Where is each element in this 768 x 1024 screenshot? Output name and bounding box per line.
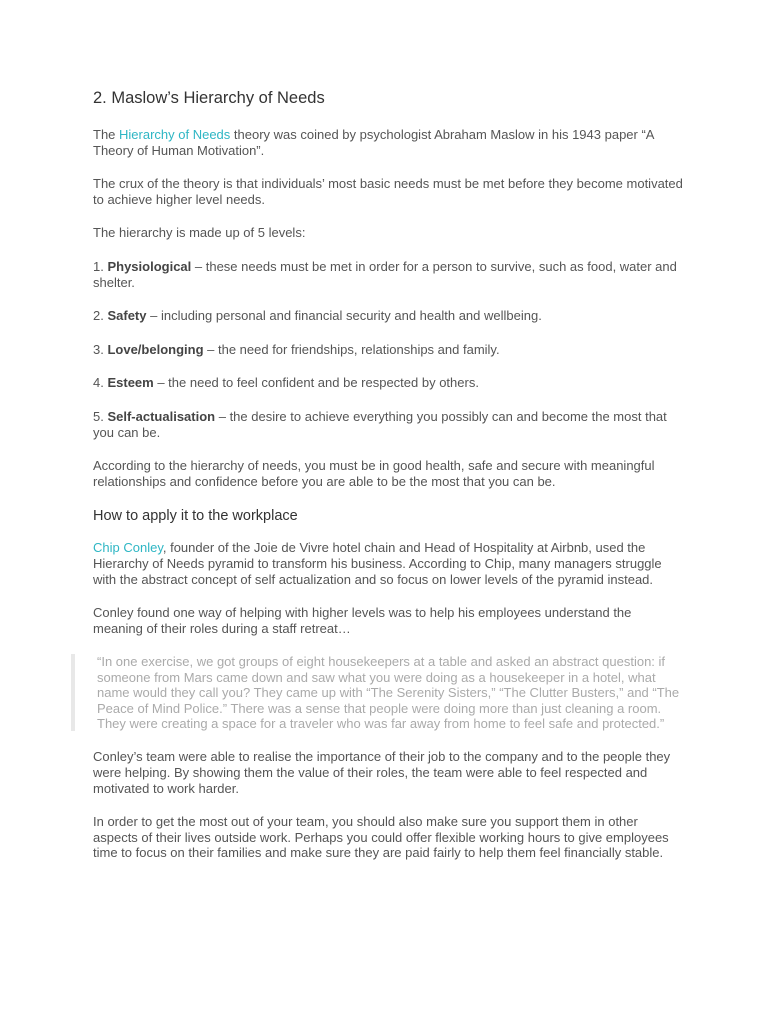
- level-name: Safety: [107, 308, 147, 324]
- section-heading: 2. Maslow’s Hierarchy of Needs: [93, 89, 325, 107]
- housekeepers-quote: “In one exercise, we got groups of eight housekeepers at a table and asked an abstract question: if someone from Mars came down and saw what you were doing as a housekeeper in a hotel, what name would they call you? They came up with “The Serenity Sisters,” “The Clutter Busters,” and “The Peace of Mind Police.” There was a sense that people were doing more than just cleaning a room. They were creating a space for a traveler who was far away from home to feel safe and protected.”: [71, 654, 687, 731]
- level-description: – these needs must be met in order for a person to survive, such as food, water and shelter.: [93, 258, 677, 290]
- level-name: Self-actualisation: [107, 408, 216, 424]
- support-paragraph: In order to get the most out of your team, you should also make sure you support them in other aspects of their lives outside work. Perhaps you could offer flexible working hours to give employees time to focus on their families and make sure they are paid fairly to help them feel financially stable.: [93, 814, 669, 861]
- summary-paragraph: According to the hierarchy of needs, you must be in good health, safe and secure with meaningful relationships and confidence before you are able to be the most that you can be.: [93, 458, 655, 489]
- chip-conley-link[interactable]: Chip Conley: [93, 540, 163, 556]
- conley-text: , founder of the Joie de Vivre hotel chain and Head of Hospitality at Airbnb, used the Hierarchy of Needs pyramid to transform his business. According to Chip, many managers struggle with the abstract concept of self actualization and so focus on lower levels of the pyramid instead.: [93, 540, 662, 587]
- level-name: Esteem: [107, 375, 154, 391]
- level-item-self-actualisation: [93, 409, 683, 440]
- level-description: – the desire to achieve everything you possibly can and become the most that you can be.: [93, 408, 667, 440]
- level-description: – the need for friendships, relationships and family.: [203, 341, 500, 357]
- level-name: Physiological: [107, 258, 192, 274]
- crux-paragraph: The crux of the theory is that individuals’ most basic needs must be met before they become motivated to achieve higher level needs.: [93, 176, 683, 207]
- level-item-esteem: [93, 375, 683, 391]
- level-item-safety: [93, 308, 683, 324]
- workplace-subheading: How to apply it to the workplace: [93, 508, 298, 525]
- levels-intro: The hierarchy is made up of 5 levels:: [93, 225, 306, 241]
- conley-paragraph: [93, 540, 683, 587]
- level-number: 5.: [93, 408, 108, 424]
- intro-text-after: theory was coined by psychologist Abraham Maslow in his 1943 paper “A Theory of Human Motivation”.: [93, 127, 654, 158]
- level-item-physiological: [93, 259, 683, 290]
- level-name: Love/belonging: [107, 341, 204, 357]
- hierarchy-of-needs-link[interactable]: Hierarchy of Needs: [119, 127, 231, 142]
- intro-text-before: The: [93, 127, 120, 142]
- level-description: – including personal and financial security and health and wellbeing.: [146, 308, 542, 324]
- level-number: 3.: [93, 341, 108, 357]
- level-number: 2.: [93, 308, 108, 324]
- document-page: [93, 88, 683, 879]
- level-item-love-belonging: [93, 342, 683, 358]
- intro-paragraph: [93, 127, 683, 158]
- conley-found-paragraph: Conley found one way of helping with higher levels was to help his employees understand the meaning of their roles during a staff retreat…: [93, 605, 632, 636]
- level-number: 4.: [93, 375, 108, 391]
- team-paragraph: Conley’s team were able to realise the importance of their job to the company and to the people they were helping. By showing them the value of their roles, the team were able to feel respected and motivated to work harder.: [93, 749, 671, 796]
- level-description: – the need to feel confident and be respected by others.: [153, 375, 479, 391]
- level-number: 1.: [93, 258, 108, 274]
